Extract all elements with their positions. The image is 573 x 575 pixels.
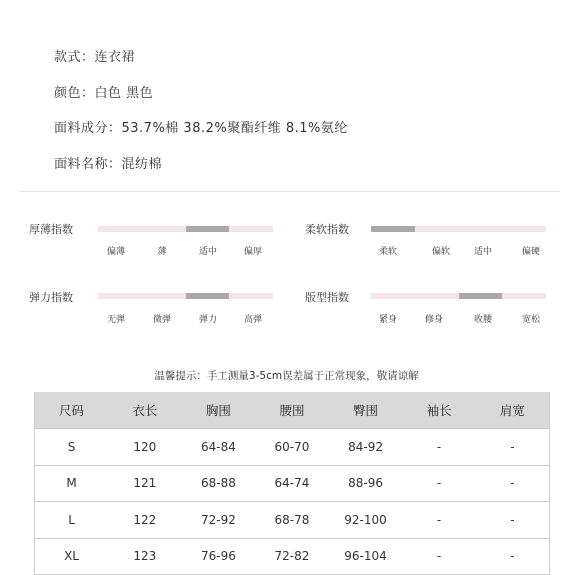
index-title: 版型指数 bbox=[305, 291, 349, 304]
table-cell: 68-88 bbox=[182, 465, 256, 502]
table-cell: 123 bbox=[108, 538, 182, 575]
index-label: 无弹 bbox=[106, 315, 126, 325]
table-cell: - bbox=[476, 502, 550, 539]
table-cell: - bbox=[476, 465, 550, 502]
info-style: 款式：连衣裙 bbox=[54, 50, 136, 65]
header-cell: 尺码 bbox=[35, 392, 109, 429]
info-fabric-name: 面料名称：混纺棉 bbox=[54, 156, 163, 172]
index-label: 偏硬 bbox=[521, 247, 541, 257]
info-color: 颜色：白色 黑色 bbox=[54, 85, 154, 101]
index-label: 宽松 bbox=[521, 315, 541, 325]
table-cell: L bbox=[35, 502, 109, 539]
header-cell: 胸围 bbox=[182, 392, 256, 429]
header-cell: 臀围 bbox=[329, 392, 403, 429]
table-cell: 96-104 bbox=[329, 538, 403, 575]
index-label: 高弹 bbox=[243, 315, 263, 325]
product-info bbox=[54, 40, 348, 182]
table-row bbox=[35, 502, 550, 539]
index-fill bbox=[371, 226, 415, 232]
measurement-hint: 温馨提示：手工测量3-5cm误差属于正常现象，敬请谅解 bbox=[154, 370, 419, 382]
index-label: 薄 bbox=[157, 247, 167, 257]
index-label: 偏软 bbox=[431, 247, 451, 257]
header-cell: 衣长 bbox=[108, 392, 182, 429]
header-cell: 肩宽 bbox=[476, 392, 550, 429]
table-cell: 72-82 bbox=[255, 538, 329, 575]
table-cell: 76-96 bbox=[182, 538, 256, 575]
index-label: 适中 bbox=[473, 247, 493, 257]
table-cell: - bbox=[402, 465, 476, 502]
index-fill bbox=[186, 226, 230, 232]
table-cell: 84-92 bbox=[329, 429, 403, 466]
table-cell: 121 bbox=[108, 465, 182, 502]
table-cell: 60-70 bbox=[255, 429, 329, 466]
table-cell: 72-92 bbox=[182, 502, 256, 539]
header-cell: 腰围 bbox=[255, 392, 329, 429]
table-cell: 64-74 bbox=[255, 465, 329, 502]
index-label: 收腰 bbox=[473, 315, 493, 325]
table-cell: - bbox=[476, 538, 550, 575]
index-title: 柔软指数 bbox=[305, 223, 349, 236]
index-fill bbox=[459, 293, 503, 299]
table-cell: 122 bbox=[108, 502, 182, 539]
info-fabric-composition: 面料成分：53.7%棉 38.2%聚酯纤维 8.1%氨纶 bbox=[54, 121, 348, 136]
table-row bbox=[35, 465, 550, 502]
index-label: 偏厚 bbox=[243, 247, 263, 257]
index-label: 偏薄 bbox=[106, 247, 126, 257]
index-label: 紧身 bbox=[378, 315, 398, 325]
index-track bbox=[98, 226, 273, 232]
table-row bbox=[35, 538, 550, 575]
table-cell: S bbox=[35, 429, 109, 466]
index-label: 修身 bbox=[424, 315, 444, 325]
index-label: 微弹 bbox=[152, 315, 172, 325]
table-cell: 92-100 bbox=[329, 502, 403, 539]
header-cell: 袖长 bbox=[402, 392, 476, 429]
table-cell: M bbox=[35, 465, 109, 502]
table-cell: - bbox=[402, 429, 476, 466]
table-cell: - bbox=[402, 502, 476, 539]
index-label: 适中 bbox=[198, 247, 218, 257]
index-track bbox=[371, 293, 546, 299]
index-track bbox=[98, 293, 273, 299]
table-row bbox=[35, 429, 550, 466]
size-table bbox=[34, 392, 550, 575]
size-table-header bbox=[35, 392, 550, 429]
index-fill bbox=[186, 293, 230, 299]
index-label: 柔软 bbox=[378, 247, 398, 257]
index-label: 弹力 bbox=[198, 315, 218, 325]
table-cell: - bbox=[476, 429, 550, 466]
table-cell: 120 bbox=[108, 429, 182, 466]
index-track bbox=[371, 226, 546, 232]
table-cell: XL bbox=[35, 538, 109, 575]
table-cell: 88-96 bbox=[329, 465, 403, 502]
index-title: 弹力指数 bbox=[29, 291, 73, 304]
table-cell: 68-78 bbox=[255, 502, 329, 539]
section-divider bbox=[20, 191, 560, 192]
table-cell: 64-84 bbox=[182, 429, 256, 466]
table-cell: - bbox=[402, 538, 476, 575]
index-title: 厚薄指数 bbox=[29, 223, 73, 236]
